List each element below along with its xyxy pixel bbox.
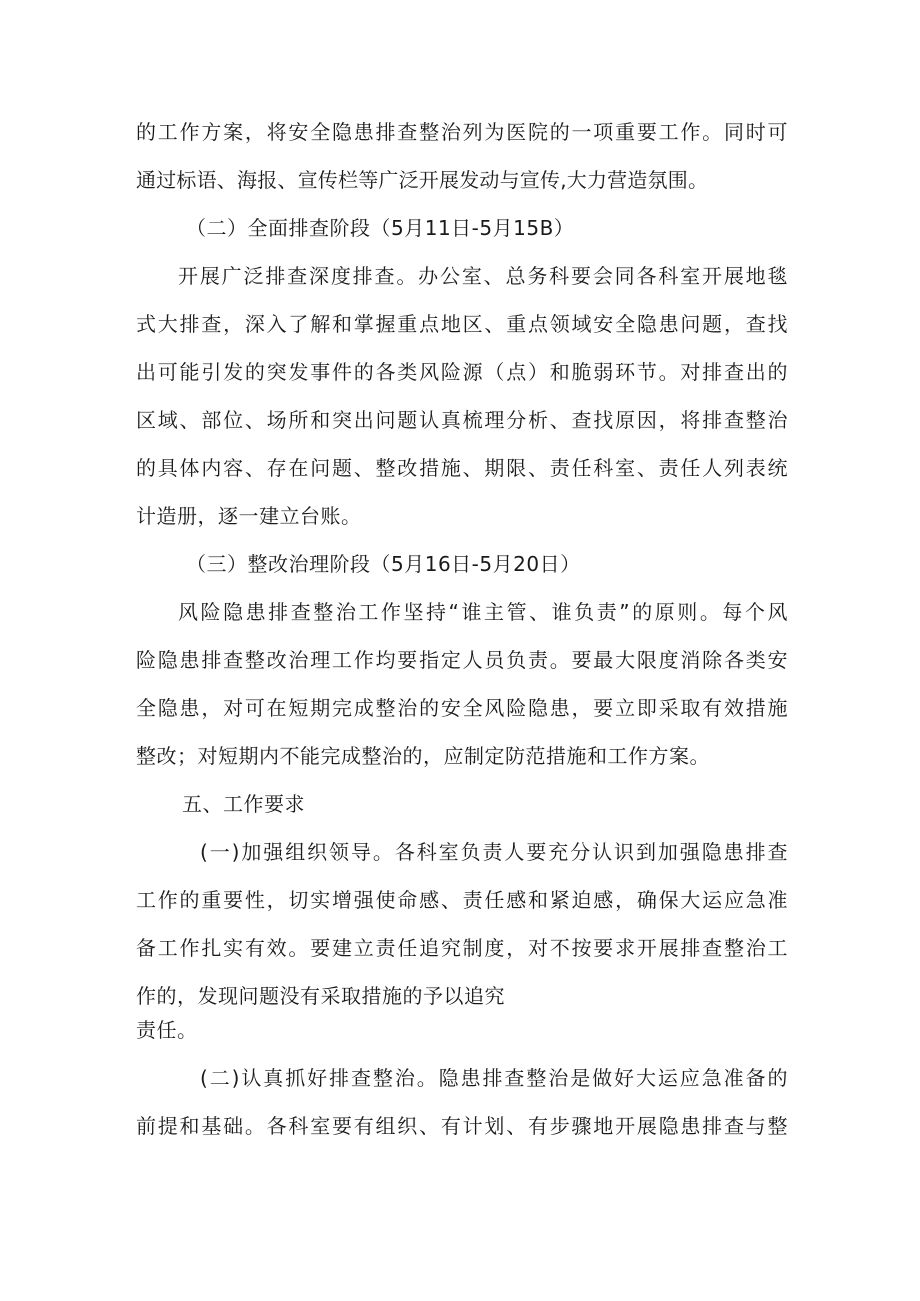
paragraph-line: 全隐患，对可在短期完成整治的安全风险隐患，要立即采取有效措施 xyxy=(136,696,788,720)
paragraph-line: 备工作扎实有效。要建立责任追究制度，对不按要求开展排查整治工 xyxy=(136,936,788,960)
section-heading: 五、工作要求 xyxy=(182,792,305,816)
paragraph-line: 出可能引发的突发事件的各类风险源（点）和脆弱环节。对排查出的 xyxy=(136,360,788,384)
paragraph-line: 责任。 xyxy=(136,1018,198,1042)
paragraph-line: 作的，发现问题没有采取措施的予以追究 xyxy=(136,984,505,1008)
paragraph-line: 的具体内容、存在问题、整改措施、期限、责任科室、责任人列表统 xyxy=(136,456,788,480)
paragraph-line: 险隐患排查整改治理工作均要指定人员负责。要最大限度消除各类安 xyxy=(136,648,788,672)
section-heading: （二）全面排查阶段（5月11日-5月15B） xyxy=(186,216,575,240)
section-heading: （三）整改治理阶段（5月16日-5月20日） xyxy=(186,552,581,576)
paragraph-line: 计造册，逐一建立台账。 xyxy=(136,504,362,528)
paragraph-line: 的工作方案，将安全隐患排查整治列为医院的一项重要工作。同时可 xyxy=(136,120,788,144)
paragraph-line: (二)认真抓好排查整治。隐患排查整治是做好大运应急准备的 xyxy=(200,1066,788,1090)
paragraph-line: 开展广泛排查深度排查。办公室、总务科要会同各科室开展地毯 xyxy=(178,264,788,288)
paragraph-line: 通过标语、海报、宣传栏等广泛开展发动与宣传,大力营造氛围。 xyxy=(136,168,709,192)
paragraph-line: 风险隐患排查整治工作坚持“谁主管、谁负责”的原则。每个风 xyxy=(178,600,788,624)
paragraph-line: 整改；对短期内不能完成整治的，应制定防范措施和工作方案。 xyxy=(136,744,710,768)
paragraph-line: 式大排查，深入了解和掌握重点地区、重点领域安全隐患问题，查找 xyxy=(136,312,788,336)
paragraph-line: 工作的重要性，切实增强使命感、责任感和紧迫感，确保大运应急准 xyxy=(136,888,788,912)
paragraph-line: 前提和基础。各科室要有组织、有计划、有步骤地开展隐患排查与整 xyxy=(136,1114,788,1138)
paragraph-line: (一)加强组织领导。各科室负责人要充分认识到加强隐患排查 xyxy=(200,840,788,864)
paragraph-line: 区域、部位、场所和突出问题认真梳理分析、查找原因，将排查整治 xyxy=(136,408,788,432)
